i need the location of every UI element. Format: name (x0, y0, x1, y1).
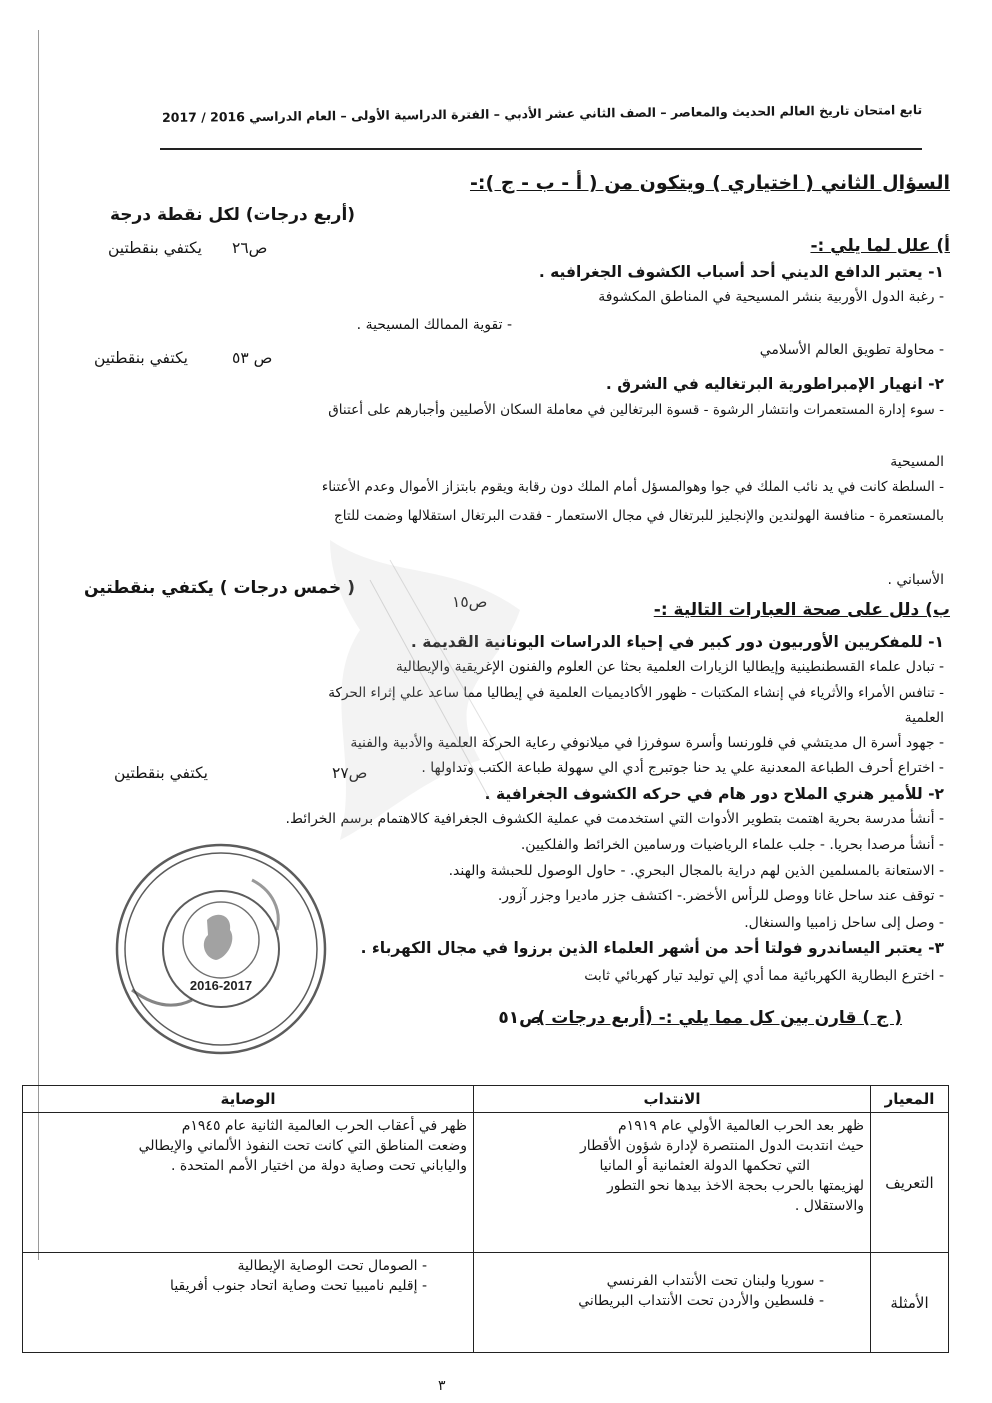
cell-line: وضعت المناطق التي كانت تحت النفوذ الألماني والإيطالي (138, 1138, 467, 1154)
part-a-q2-answer-3: بالمستعمرة - منافسة الهولندين والإنجليز للبرتغال في مجال الاستعمار - فقدت البرتغال استقلالها وضمت للتاج (333, 508, 944, 524)
part-c-heading: ( ج ) قارن بين كل مما يلي :- (أربع درجات ) (537, 1008, 902, 1028)
part-b-heading: ب) دلل على صحة العبارات التالية :- (653, 600, 950, 620)
part-b-q2-answer-5: - وصل إلى ساحل زامبيا والسنغال. (744, 915, 944, 931)
mandate-examples-cell (474, 1253, 871, 1353)
part-b-q3-answer-1: - اخترع البطارية الكهربائية مما أدي إلي توليد تيار كهربائي ثابت (584, 968, 944, 984)
page-number: ٣ (438, 1378, 446, 1394)
part-a-q2-answer-3-cont: الأسباني . (887, 572, 944, 588)
cell-line: ظهر بعد الحرب العالمية الأولي عام ١٩١٩م (618, 1118, 864, 1134)
part-a-q2-answer-2: - السلطة كانت في يد نائب الملك في جوا وهوالمسؤل أمام الملك دون رقابة ويقوم بابتزاز الأموال وعدم الأعتناء (321, 479, 944, 495)
part-a-note-2: يكتفي بنقطتين (94, 349, 188, 367)
question-title: السؤال الثاني ( اختياري ) ويتكون من ( أ - ب - ج ):- (469, 172, 950, 194)
trusteeship-definition-cell (23, 1113, 474, 1253)
part-a-q1-answer-2: - تقوية الممالك المسيحية . (356, 317, 512, 333)
stamp-year: 2016-2017 (189, 978, 253, 993)
cell-line: ظهر في أعقاب الحرب العالمية الثانية عام ١٩٤٥م (181, 1118, 467, 1134)
part-b-q3: ٣- يعتبر اليساندرو فولتا أحد من أشهر العلماء الذين برزوا في مجال الكهرباء . (360, 939, 944, 957)
part-a-q1: ١- يعتبر الدافع الديني أحد أسباب الكشوف الجغرافيه . (538, 263, 944, 281)
exam-header: تابع امتحان تاريخ العالم الحديث والمعاصر – الصف الثاني عشر الأدبي – الفترة الدراسية الأولى – العام الدراسي 2016 / 2017 (161, 102, 923, 125)
cell-line: - الصومال تحت الوصاية الإيطالية (237, 1258, 427, 1274)
comparison-table (22, 1085, 949, 1353)
part-b-page-ref-1: ص١٥ (452, 593, 488, 611)
part-b-note-2: يكتفي بنقطتين (114, 764, 208, 782)
mandate-definition-cell (474, 1113, 871, 1253)
part-a-q2-answer-1-cont: المسيحية (890, 454, 944, 470)
table-header-criterion: المعيار (871, 1086, 949, 1113)
part-b-page-ref-2: ص٢٧ (332, 764, 368, 782)
part-a-q2-answer-1: - سوء إدارة المستعمرات وانتشار الرشوة - قسوة البرتغالين في معاملة السكان الأصليين وأجبارهم على أعتناق (328, 402, 944, 418)
part-a-q2: ٢- انهيار الإمبراطورية البرتغاليه في الشرق . (605, 375, 944, 393)
smudge-watermark (300, 520, 550, 850)
table-row (23, 1113, 949, 1253)
cell-line: والياباني تحت وصاية دولة من اختيار الأمم المتحدة . (170, 1158, 467, 1174)
part-b-marks: ( خمس درجات ) يكتفي بنقطتين (84, 578, 355, 598)
criterion-cell: الأمثلة (871, 1253, 949, 1353)
table-row (23, 1253, 949, 1353)
trusteeship-examples-cell (23, 1253, 474, 1353)
part-b-q1: ١- للمفكريين الأوربيون دور كبير في إحياء الدراسات اليونانية القديمة . (410, 633, 944, 651)
part-b-q2-answer-1: - أنشأ مدرسة بحرية اهتمت بتطوير الأدوات التي استخدمت في عملية الكشوف الجغرافية كالاهتمام برسم الخرائط. (285, 811, 944, 827)
cell-line: حيث انتدبت الدول المنتصرة لإدارة شؤون الأقطار (580, 1138, 864, 1154)
part-b-q2-answer-3: - الاستعانة بالمسلمين الذين لهم دراية بالمجال البحري. - حاول الوصول للحبشة والهند. (448, 863, 944, 879)
stamp-seal (112, 840, 330, 1058)
part-a-page-ref-2: ص ٥٣ (232, 349, 273, 367)
table-header-trusteeship: الوصاية (23, 1086, 474, 1113)
part-c-page-ref: ص٥١ (498, 1008, 542, 1028)
part-a-heading: أ) علل لما يلي :- (810, 236, 950, 256)
part-a-marks: (أربع درجات) لكل نقطة درجة (110, 205, 356, 225)
part-b-q1-answer-1: - تبادل علماء القسطنطينية وإيطاليا الزيارات العلمية بحثا عن العلوم والفنون الإغريقية والإيطالية (395, 659, 944, 675)
part-b-q2: ٢- للأمير هنري الملاح دور هام في حركه الكشوف الجغرافية . (484, 785, 944, 803)
margin-line (38, 30, 39, 1260)
part-a-note-1: يكتفي بنقطتين (108, 239, 202, 257)
table-header-mandate: الانتداب (474, 1086, 871, 1113)
cell-line: لهزيمتها بالحرب بحجة الاخذ بيدها نحو التطور (607, 1178, 864, 1194)
part-b-q1-answer-2-cont: العلمية (904, 710, 944, 726)
part-a-page-ref-1: ص٢٦ (232, 239, 268, 257)
part-b-q2-answer-4: - توقف عند ساحل غانا ووصل للرأس الأخضر.- اكتشف جزر ماديرا وجزر آزور. (497, 888, 944, 904)
part-b-q1-answer-4: - اختراع أحرف الطباعة المعدنية علي يد حنا جوتبرج أدي الي سهولة طباعة الكتب وتداولها . (421, 760, 944, 776)
cell-line: - سوريا ولبنان تحت الأنتداب الفرنسي (606, 1273, 824, 1289)
part-b-q1-answer-2: - تنافس الأمراء والأثرياء في إنشاء المكتبات - ظهور الأكاديميات العلمية في إيطاليا مما ساعد علي إثراء الحركة (328, 685, 944, 701)
cell-line: والاستقلال . (794, 1198, 864, 1214)
cell-line: - إقليم ناميبيا تحت وصاية اتحاد جنوب أفريقيا (170, 1278, 427, 1294)
criterion-cell: التعريف (871, 1113, 949, 1253)
header-rule (160, 148, 922, 150)
cell-line: التي تحكمها الدولة العثمانية أو المانيا (599, 1158, 810, 1174)
part-b-q1-answer-3: - جهود أسرة ال مديتشي في فلورنسا وأسرة سوفرزا في ميلانوفي رعاية الحركة العلمية والأدبية والفنية (350, 735, 944, 751)
part-a-q1-answer-1: - رغبة الدول الأوربية بنشر المسيحية في المناطق المكشوفة (598, 289, 944, 305)
cell-line: - فلسطين والأردن تحت الأنتداب البريطاني (578, 1293, 824, 1309)
part-b-q2-answer-2: - أنشأ مرصدا بحريا. - جلب علماء الرياضيات ورسامين الخرائط والفلكيين. (520, 837, 944, 853)
part-a-q1-answer-3: - محاولة تطويق العالم الأسلامي (759, 342, 944, 358)
